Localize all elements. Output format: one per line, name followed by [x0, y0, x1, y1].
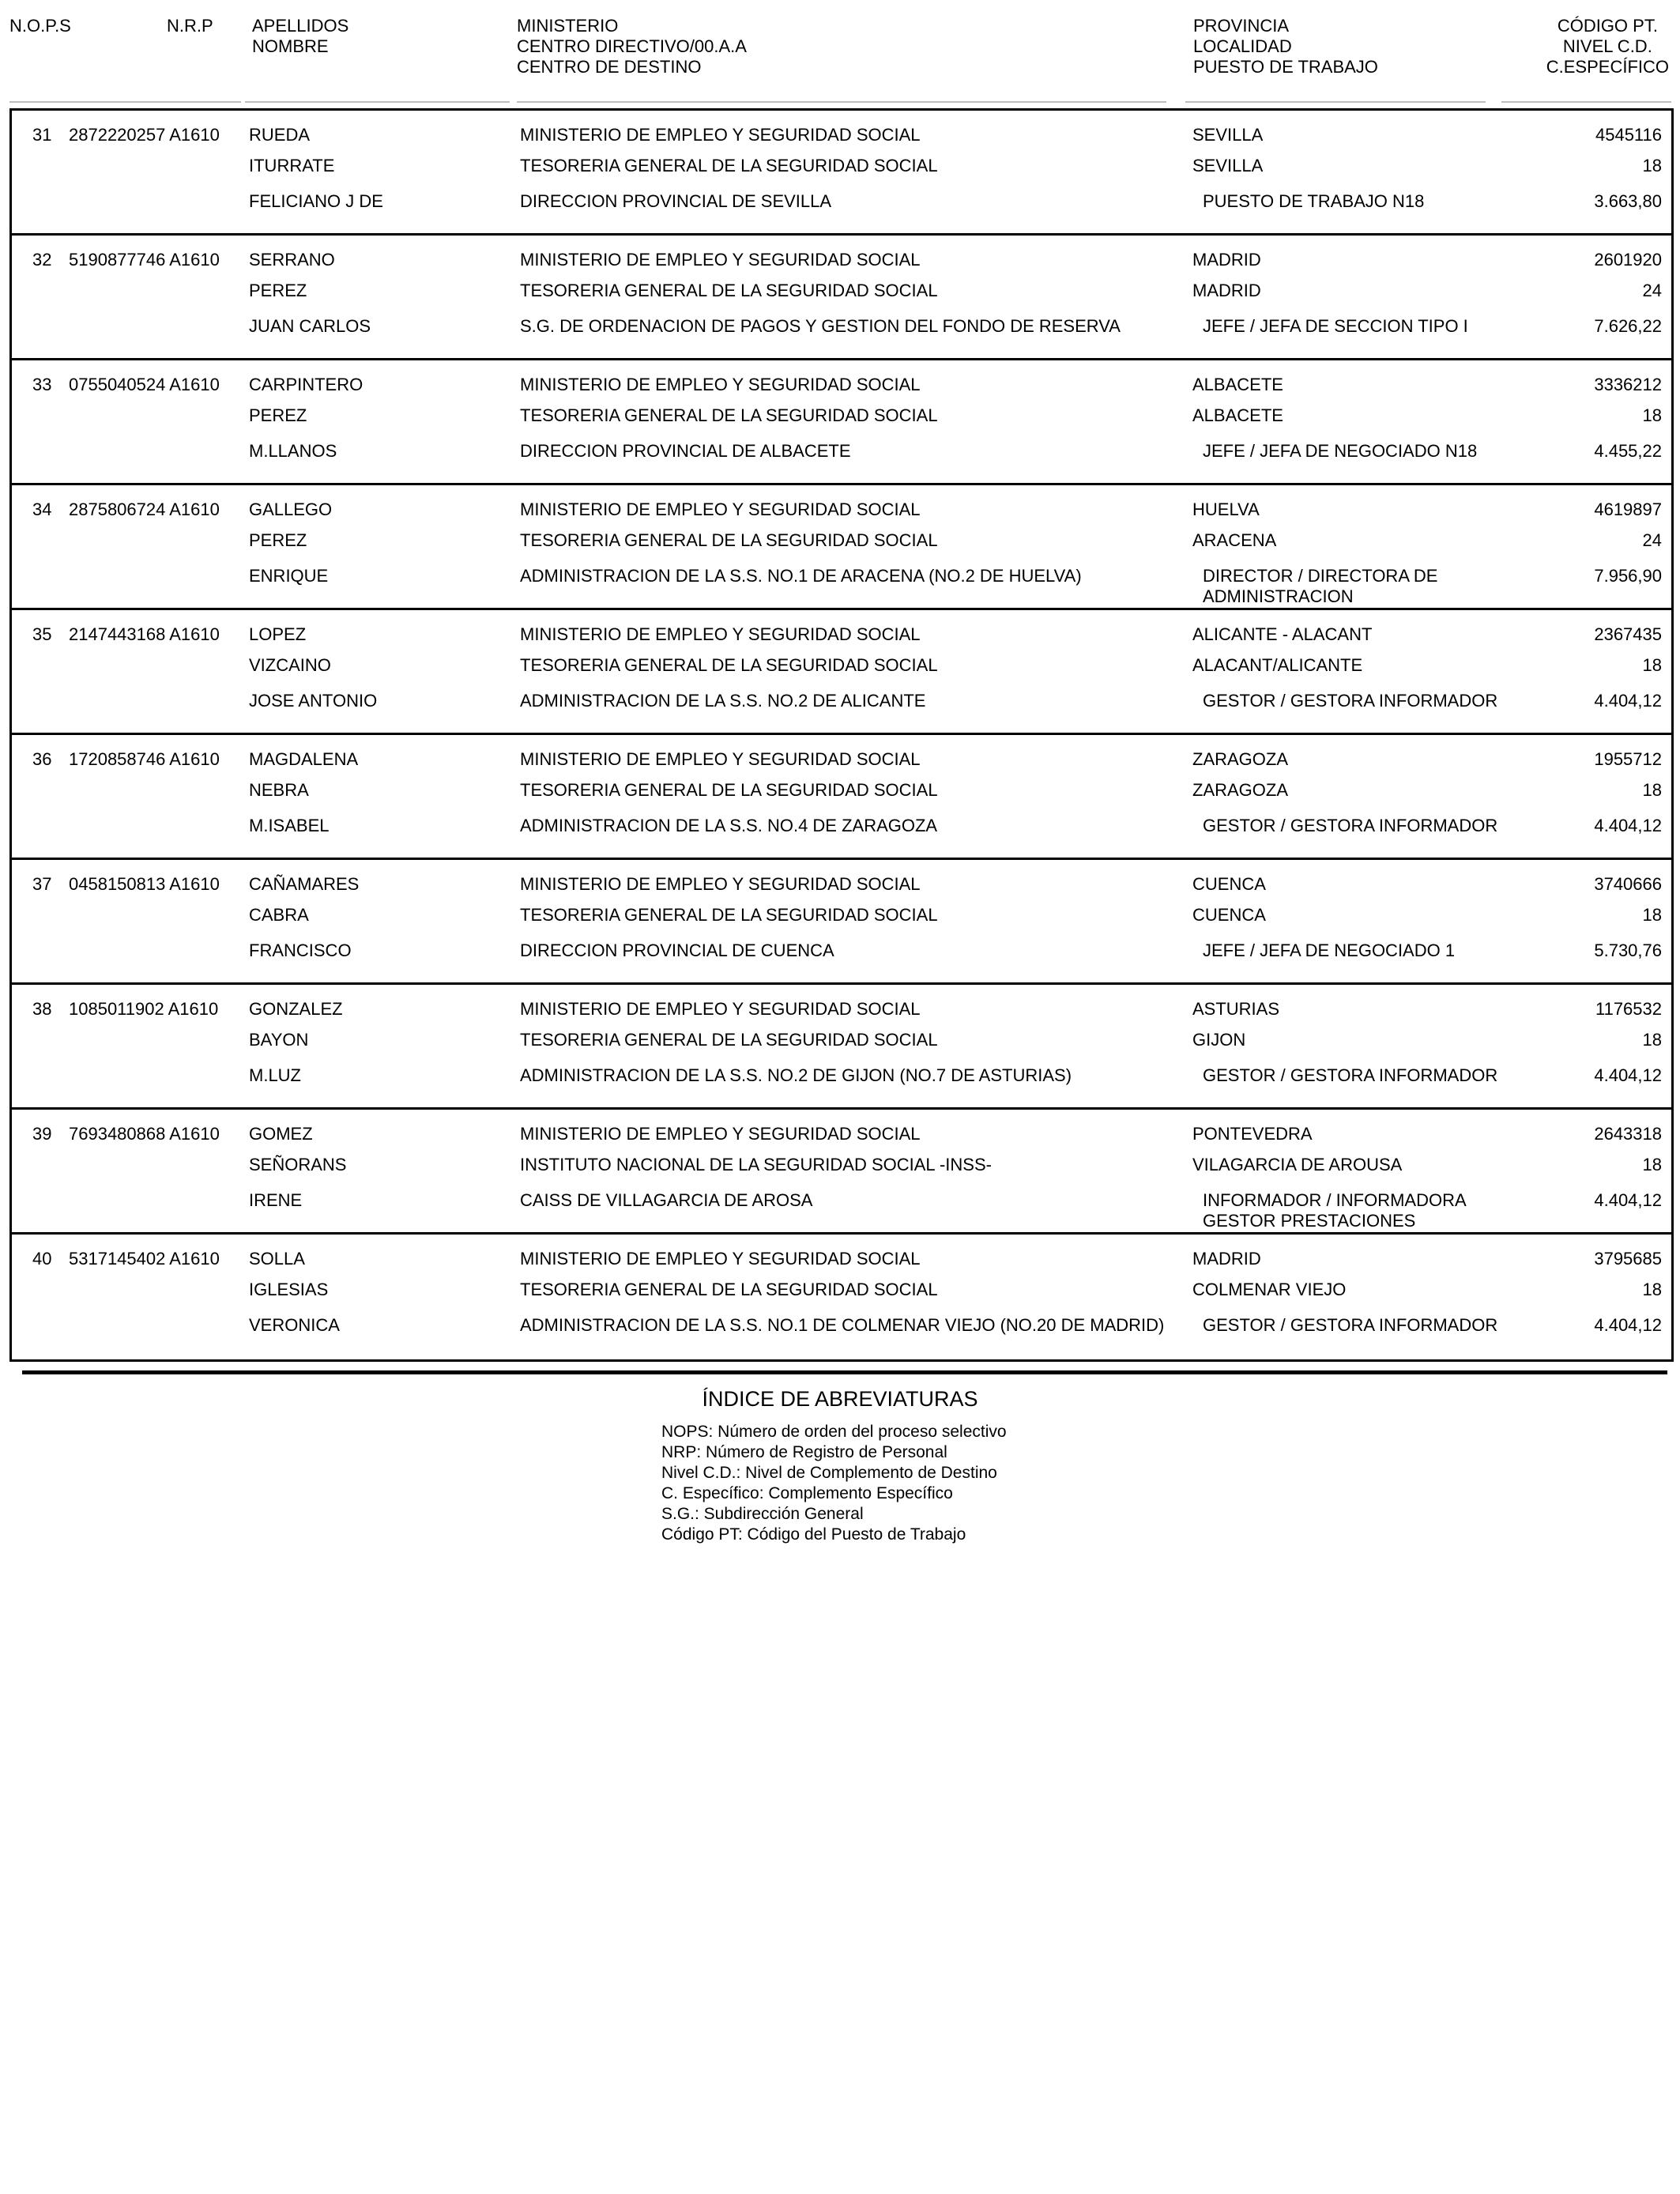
- nrp-cell: 1085011902 A1610: [69, 999, 219, 1019]
- apellido1-cell: RUEDA: [249, 125, 311, 145]
- apellido1-cell: GALLEGO: [249, 499, 333, 519]
- apellido2-cell: CABRA: [249, 905, 309, 925]
- header-ministerio: MINISTERIO CENTRO DIRECTIVO/00.A.A CENTRO DE DESTINO: [517, 16, 747, 77]
- centro-directivo-cell: TESORERIA GENERAL DE LA SEGURIDAD SOCIAL: [520, 1280, 938, 1299]
- c-especifico-cell: 4.455,22: [1594, 441, 1662, 461]
- table-row: [12, 985, 1671, 1110]
- header-provincia: PROVINCIA LOCALIDAD PUESTO DE TRABAJO: [1193, 16, 1378, 77]
- table-row: [12, 360, 1671, 485]
- c-especifico-cell: 4.404,12: [1594, 1315, 1662, 1335]
- centro-directivo-cell: TESORERIA GENERAL DE LA SEGURIDAD SOCIAL: [520, 530, 938, 550]
- table-row: [12, 610, 1671, 735]
- apellido1-cell: GOMEZ: [249, 1124, 313, 1144]
- puesto-cell: GESTOR / GESTORA INFORMADOR: [1203, 1065, 1498, 1085]
- centro-destino-cell: ADMINISTRACION DE LA S.S. NO.4 DE ZARAGOZA: [520, 816, 938, 835]
- list-item: Nivel C.D.: Nivel de Complemento de Destino: [661, 1464, 997, 1482]
- centro-directivo-cell: TESORERIA GENERAL DE LA SEGURIDAD SOCIAL: [520, 156, 938, 175]
- apellido2-cell: IGLESIAS: [249, 1280, 329, 1299]
- table-row: [12, 485, 1671, 610]
- table-row: [12, 1235, 1671, 1359]
- ministerio-cell: MINISTERIO DE EMPLEO Y SEGURIDAD SOCIAL: [520, 250, 921, 270]
- localidad-cell: VILAGARCIA DE AROUSA: [1192, 1155, 1403, 1174]
- provincia-cell: ZARAGOZA: [1192, 749, 1289, 769]
- nombre-cell: VERONICA: [249, 1315, 340, 1335]
- provincia-cell: PONTEVEDRA: [1192, 1124, 1313, 1144]
- nops-cell: 37: [32, 874, 52, 894]
- nrp-cell: 5190877746 A1610: [69, 250, 220, 270]
- provincia-cell: ALBACETE: [1192, 375, 1283, 394]
- nivel-cd-cell: 18: [1642, 1030, 1662, 1050]
- centro-destino-cell: S.G. DE ORDENACION DE PAGOS Y GESTION DEL FONDO DE RESERVA: [520, 316, 1121, 336]
- abbreviations-list: [661, 1422, 1007, 1545]
- nombre-cell: FELICIANO J DE: [249, 191, 383, 211]
- puesto-cell: DIRECTOR / DIRECTORA DE ADMINISTRACION: [1203, 566, 1438, 606]
- c-especifico-cell: 7.626,22: [1594, 316, 1662, 336]
- provincia-cell: ASTURIAS: [1192, 999, 1280, 1019]
- nombre-cell: IRENE: [249, 1190, 303, 1210]
- nivel-cd-cell: 18: [1642, 1280, 1662, 1299]
- header-divider: [517, 101, 1166, 103]
- nrp-cell: 0755040524 A1610: [69, 375, 220, 394]
- header-codigo: CÓDIGO PT. NIVEL C.D. C.ESPECÍFICO: [1546, 16, 1669, 77]
- c-especifico-cell: 4.404,12: [1594, 1065, 1662, 1085]
- list-item: NOPS: Número de orden del proceso selectivo: [661, 1423, 1007, 1441]
- centro-destino-cell: CAISS DE VILLAGARCIA DE AROSA: [520, 1190, 813, 1210]
- localidad-cell: CUENCA: [1192, 905, 1266, 925]
- nivel-cd-cell: 24: [1642, 530, 1662, 550]
- apellido2-cell: PEREZ: [249, 405, 307, 425]
- nombre-cell: JUAN CARLOS: [249, 316, 371, 336]
- apellido1-cell: SOLLA: [249, 1249, 305, 1269]
- header-divider: [1501, 101, 1671, 103]
- centro-directivo-cell: TESORERIA GENERAL DE LA SEGURIDAD SOCIAL: [520, 405, 938, 425]
- apellido1-cell: SERRANO: [249, 250, 335, 270]
- provincia-cell: MADRID: [1192, 1249, 1261, 1269]
- ministerio-cell: MINISTERIO DE EMPLEO Y SEGURIDAD SOCIAL: [520, 874, 921, 894]
- puesto-cell: JEFE / JEFA DE NEGOCIADO 1: [1203, 941, 1456, 960]
- codigo-pt-cell: 3336212: [1594, 375, 1662, 394]
- nrp-cell: 2875806724 A1610: [69, 499, 220, 519]
- localidad-cell: MADRID: [1192, 281, 1261, 300]
- nrp-cell: 2147443168 A1610: [69, 624, 220, 644]
- c-especifico-cell: 4.404,12: [1594, 1190, 1662, 1210]
- localidad-cell: ALACANT/ALICANTE: [1192, 655, 1363, 675]
- codigo-pt-cell: 4545116: [1595, 125, 1662, 145]
- apellido1-cell: CARPINTERO: [249, 375, 363, 394]
- apellido2-cell: VIZCAINO: [249, 655, 331, 675]
- apellido2-cell: PEREZ: [249, 281, 307, 300]
- nivel-cd-cell: 18: [1642, 905, 1662, 925]
- list-item: NRP: Número de Registro de Personal: [661, 1443, 947, 1461]
- c-especifico-cell: 7.956,90: [1594, 566, 1662, 586]
- table-row: [12, 735, 1671, 860]
- nops-cell: 39: [32, 1124, 52, 1144]
- nops-cell: 33: [32, 375, 52, 394]
- nrp-cell: 7693480868 A1610: [69, 1124, 220, 1144]
- header-nops: N.O.P.S: [9, 16, 71, 36]
- centro-destino-cell: DIRECCION PROVINCIAL DE ALBACETE: [520, 441, 851, 461]
- records-table: [9, 108, 1674, 1362]
- codigo-pt-cell: 4619897: [1594, 499, 1662, 519]
- nops-cell: 34: [32, 499, 52, 519]
- localidad-cell: ARACENA: [1192, 530, 1277, 550]
- centro-destino-cell: DIRECCION PROVINCIAL DE CUENCA: [520, 941, 834, 960]
- codigo-pt-cell: 3740666: [1594, 874, 1662, 894]
- ministerio-cell: MINISTERIO DE EMPLEO Y SEGURIDAD SOCIAL: [520, 749, 921, 769]
- nombre-cell: FRANCISCO: [249, 941, 352, 960]
- provincia-cell: SEVILLA: [1192, 125, 1264, 145]
- nivel-cd-cell: 18: [1642, 156, 1662, 175]
- puesto-cell: GESTOR / GESTORA INFORMADOR: [1203, 1315, 1498, 1335]
- ministerio-cell: MINISTERIO DE EMPLEO Y SEGURIDAD SOCIAL: [520, 999, 921, 1019]
- nops-cell: 35: [32, 624, 52, 644]
- provincia-cell: CUENCA: [1192, 874, 1266, 894]
- codigo-pt-cell: 2367435: [1594, 624, 1662, 644]
- localidad-cell: COLMENAR VIEJO: [1192, 1280, 1347, 1299]
- centro-directivo-cell: INSTITUTO NACIONAL DE LA SEGURIDAD SOCIAL -INSS-: [520, 1155, 992, 1174]
- c-especifico-cell: 4.404,12: [1594, 816, 1662, 835]
- localidad-cell: GIJON: [1192, 1030, 1246, 1050]
- apellido2-cell: ITURRATE: [249, 156, 335, 175]
- header-divider: [9, 101, 241, 103]
- list-item: C. Específico: Complemento Específico: [661, 1484, 953, 1502]
- ministerio-cell: MINISTERIO DE EMPLEO Y SEGURIDAD SOCIAL: [520, 125, 921, 145]
- abbreviations-title: ÍNDICE DE ABREVIATURAS: [702, 1387, 978, 1411]
- apellido2-cell: PEREZ: [249, 530, 307, 550]
- apellido2-cell: BAYON: [249, 1030, 309, 1050]
- nivel-cd-cell: 18: [1642, 780, 1662, 800]
- centro-directivo-cell: TESORERIA GENERAL DE LA SEGURIDAD SOCIAL: [520, 281, 938, 300]
- centro-directivo-cell: TESORERIA GENERAL DE LA SEGURIDAD SOCIAL: [520, 780, 938, 800]
- ministerio-cell: MINISTERIO DE EMPLEO Y SEGURIDAD SOCIAL: [520, 375, 921, 394]
- header-apellidos: APELLIDOS NOMBRE: [252, 16, 349, 56]
- codigo-pt-cell: 1176532: [1595, 999, 1662, 1019]
- centro-directivo-cell: TESORERIA GENERAL DE LA SEGURIDAD SOCIAL: [520, 1030, 938, 1050]
- nivel-cd-cell: 18: [1642, 405, 1662, 425]
- ministerio-cell: MINISTERIO DE EMPLEO Y SEGURIDAD SOCIAL: [520, 1249, 921, 1269]
- provincia-cell: MADRID: [1192, 250, 1261, 270]
- localidad-cell: SEVILLA: [1192, 156, 1264, 175]
- centro-destino-cell: ADMINISTRACION DE LA S.S. NO.2 DE ALICANTE: [520, 691, 926, 711]
- ministerio-cell: MINISTERIO DE EMPLEO Y SEGURIDAD SOCIAL: [520, 624, 921, 644]
- table-row: [12, 236, 1671, 360]
- nops-cell: 36: [32, 749, 52, 769]
- nivel-cd-cell: 18: [1642, 655, 1662, 675]
- apellido1-cell: LOPEZ: [249, 624, 307, 644]
- apellido1-cell: GONZALEZ: [249, 999, 343, 1019]
- nivel-cd-cell: 24: [1642, 281, 1662, 300]
- puesto-cell: GESTOR / GESTORA INFORMADOR: [1203, 816, 1498, 835]
- codigo-pt-cell: 1955712: [1594, 749, 1662, 769]
- ministerio-cell: MINISTERIO DE EMPLEO Y SEGURIDAD SOCIAL: [520, 499, 921, 519]
- nops-cell: 40: [32, 1249, 52, 1269]
- provincia-cell: HUELVA: [1192, 499, 1260, 519]
- table-row: [12, 1110, 1671, 1235]
- header-divider: [1185, 101, 1486, 103]
- puesto-cell: PUESTO DE TRABAJO N18: [1203, 191, 1425, 211]
- list-item: Código PT: Código del Puesto de Trabajo: [661, 1525, 966, 1544]
- nops-cell: 32: [32, 250, 52, 270]
- apellido2-cell: NEBRA: [249, 780, 309, 800]
- apellido1-cell: CAÑAMARES: [249, 874, 360, 894]
- nombre-cell: M.ISABEL: [249, 816, 330, 835]
- localidad-cell: ALBACETE: [1192, 405, 1283, 425]
- centro-directivo-cell: TESORERIA GENERAL DE LA SEGURIDAD SOCIAL: [520, 655, 938, 675]
- nops-cell: 31: [32, 125, 52, 145]
- header-nrp: N.R.P: [167, 16, 213, 36]
- centro-destino-cell: ADMINISTRACION DE LA S.S. NO.2 DE GIJON (NO.7 DE ASTURIAS): [520, 1065, 1072, 1085]
- centro-destino-cell: ADMINISTRACION DE LA S.S. NO.1 DE ARACENA (NO.2 DE HUELVA): [520, 566, 1082, 586]
- localidad-cell: ZARAGOZA: [1192, 780, 1289, 800]
- c-especifico-cell: 4.404,12: [1594, 691, 1662, 711]
- header-divider: [245, 101, 510, 103]
- nombre-cell: M.LLANOS: [249, 441, 337, 461]
- section-divider: [22, 1370, 1667, 1374]
- nombre-cell: M.LUZ: [249, 1065, 301, 1085]
- ministerio-cell: MINISTERIO DE EMPLEO Y SEGURIDAD SOCIAL: [520, 1124, 921, 1144]
- codigo-pt-cell: 2601920: [1594, 250, 1662, 270]
- apellido1-cell: MAGDALENA: [249, 749, 359, 769]
- nrp-cell: 0458150813 A1610: [69, 874, 220, 894]
- centro-destino-cell: DIRECCION PROVINCIAL DE SEVILLA: [520, 191, 832, 211]
- nivel-cd-cell: 18: [1642, 1155, 1662, 1174]
- nrp-cell: 2872220257 A1610: [69, 125, 220, 145]
- apellido2-cell: SEÑORANS: [249, 1155, 347, 1174]
- nombre-cell: JOSE ANTONIO: [249, 691, 378, 711]
- puesto-cell: JEFE / JEFA DE SECCION TIPO I: [1203, 316, 1468, 336]
- codigo-pt-cell: 3795685: [1594, 1249, 1662, 1269]
- nops-cell: 38: [32, 999, 52, 1019]
- puesto-cell: JEFE / JEFA DE NEGOCIADO N18: [1203, 441, 1478, 461]
- puesto-cell: GESTOR / GESTORA INFORMADOR: [1203, 691, 1498, 711]
- centro-directivo-cell: TESORERIA GENERAL DE LA SEGURIDAD SOCIAL: [520, 905, 938, 925]
- nombre-cell: ENRIQUE: [249, 566, 329, 586]
- puesto-cell: INFORMADOR / INFORMADORA GESTOR PRESTACIONES: [1203, 1190, 1466, 1231]
- c-especifico-cell: 3.663,80: [1594, 191, 1662, 211]
- codigo-pt-cell: 2643318: [1594, 1124, 1662, 1144]
- table-row: [12, 860, 1671, 985]
- provincia-cell: ALICANTE - ALACANT: [1192, 624, 1373, 644]
- list-item: S.G.: Subdirección General: [661, 1505, 864, 1523]
- nrp-cell: 1720858746 A1610: [69, 749, 220, 769]
- c-especifico-cell: 5.730,76: [1594, 941, 1662, 960]
- centro-destino-cell: ADMINISTRACION DE LA S.S. NO.1 DE COLMENAR VIEJO (NO.20 DE MADRID): [520, 1315, 1165, 1335]
- table-row: [12, 111, 1671, 236]
- nrp-cell: 5317145402 A1610: [69, 1249, 220, 1269]
